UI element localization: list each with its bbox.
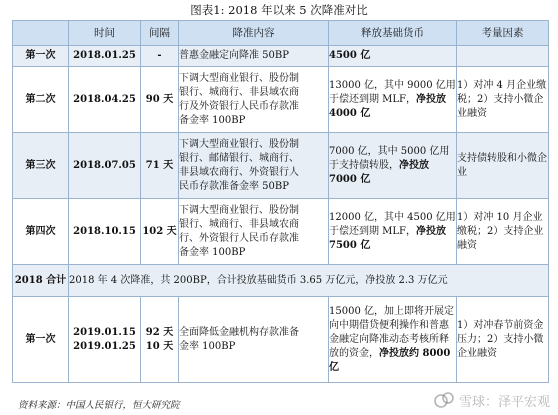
release-net: 净投放约 8000 亿 xyxy=(329,347,451,373)
row-interval: 90 天 xyxy=(141,67,179,133)
row-phase: 第四次 xyxy=(13,199,69,265)
header-cell-date: 时间 xyxy=(69,21,141,46)
row-interval: 102 天 xyxy=(141,199,179,265)
date-line: 2019.01.15 xyxy=(73,326,136,338)
content-line: 银行、邮储银行、城商行、 xyxy=(179,152,299,164)
date-line: 2019.01.25 xyxy=(73,340,136,352)
content-line: 银行、城商行、非县域农商 xyxy=(179,218,299,230)
release-net: 4500 亿 xyxy=(329,50,371,61)
row-phase: 第一次 xyxy=(13,46,69,67)
table-row xyxy=(13,297,549,383)
row-interval xyxy=(141,297,179,383)
row-release xyxy=(329,67,457,133)
row-date xyxy=(69,297,141,383)
row-content xyxy=(179,46,329,67)
row-interval: - xyxy=(141,46,179,67)
table-header-row xyxy=(13,21,549,46)
header-cell-factor: 考量因素 xyxy=(457,21,549,46)
row-phase: 第一次 xyxy=(13,297,69,383)
row-interval: 71 天 xyxy=(141,133,179,199)
table-row xyxy=(13,199,549,265)
header-cell-interval: 间隔 xyxy=(141,21,179,46)
release-text: 15000 亿，加上即将开展定向中期借贷便利操作和普惠金融定向降准动态考核所释放的资金， xyxy=(329,305,454,359)
table-row xyxy=(13,46,549,67)
content-line: 非县域农商行、外资银行人 xyxy=(179,166,299,178)
release-text: 13000 亿，其中 9000 亿用于偿还到期 MLF， xyxy=(329,79,456,105)
release-net: 净投放 7000 亿 xyxy=(329,159,429,185)
row-factor xyxy=(457,46,549,67)
interval-line: 92 天 xyxy=(145,326,174,338)
row-date: 2018.01.25 xyxy=(69,46,141,67)
snowball-logo-icon xyxy=(433,391,455,409)
row-release xyxy=(329,133,457,199)
row-date: 2018.04.25 xyxy=(69,67,141,133)
content-line: 下调大型商业银行、股份制 xyxy=(179,72,299,84)
content-line: 下调大型商业银行、股份制 xyxy=(179,138,299,150)
content-line: 全面降低金融机构存款准备 xyxy=(179,326,299,338)
figure-caption: 图表1: 2018 年以来 5 次降准对比 xyxy=(190,3,368,17)
row-content xyxy=(179,67,329,133)
watermark xyxy=(433,388,550,412)
row-factor: 1）对冲春节前资金压力；2）支持小微企业融资 xyxy=(457,297,549,383)
table-row xyxy=(13,67,549,133)
row-content xyxy=(179,133,329,199)
row-date: 2018.07.05 xyxy=(69,133,141,199)
release-text: 12000 亿，其中 4500 亿用于偿还到期 MLF， xyxy=(329,211,456,237)
row-phase: 第二次 xyxy=(13,67,69,133)
content-line: 行、外资银行人民币存款准 xyxy=(179,232,299,244)
content-line: 备金率 100BP xyxy=(179,246,246,258)
table-row xyxy=(13,133,549,199)
content-line: 金率 100BP xyxy=(179,340,236,352)
row-release xyxy=(329,46,457,67)
summary-label: 2018 合计 xyxy=(13,265,69,297)
row-factor: 支持债转股和小微企业 xyxy=(457,133,549,199)
row-release xyxy=(329,199,457,265)
header-cell-content: 降准内容 xyxy=(179,21,329,46)
release-text: 7000 亿，其中 5000 亿用于支持债转股， xyxy=(329,145,450,171)
row-content xyxy=(179,297,329,383)
rrr-cut-table xyxy=(12,20,549,383)
release-net: 净投放 4000 亿 xyxy=(329,93,446,119)
source-note: 资料来源：中国人民银行，恒大研究院 xyxy=(18,400,180,411)
interval-line: 10 天 xyxy=(145,340,174,352)
content-line: 下调大型商业银行、股份制 xyxy=(179,204,299,216)
row-date: 2018.10.15 xyxy=(69,199,141,265)
content-line: 普惠金融定向降准 50BP xyxy=(179,50,289,61)
release-net: 净投放 7500 亿 xyxy=(329,225,446,251)
content-line: 备金率 100BP xyxy=(179,114,246,126)
content-line: 银行、城商行、非县域农商 xyxy=(179,86,299,98)
header-cell-phase xyxy=(13,21,69,46)
row-phase: 第三次 xyxy=(13,133,69,199)
content-line: 行及外资银行人民币存款准 xyxy=(179,100,299,112)
content-line: 民币存款准备金率 50BP xyxy=(179,180,289,192)
row-content xyxy=(179,199,329,265)
header-cell-release: 释放基础货币 xyxy=(329,21,457,46)
row-factor: 1）对冲 4 月企业缴税；2）支持小微企业融资 xyxy=(457,67,549,133)
row-release xyxy=(329,297,457,383)
summary-text: 2018 年 4 次降准，共 200BP，合计投放基础货币 3.65 万亿元，净投放 2.3 万亿元 xyxy=(69,265,549,297)
watermark-text: 雪球：泽平宏观 xyxy=(458,394,550,410)
summary-row xyxy=(13,265,549,297)
row-factor: 1）对冲 10 月企业缴税；2）支持企业融资 xyxy=(457,199,549,265)
